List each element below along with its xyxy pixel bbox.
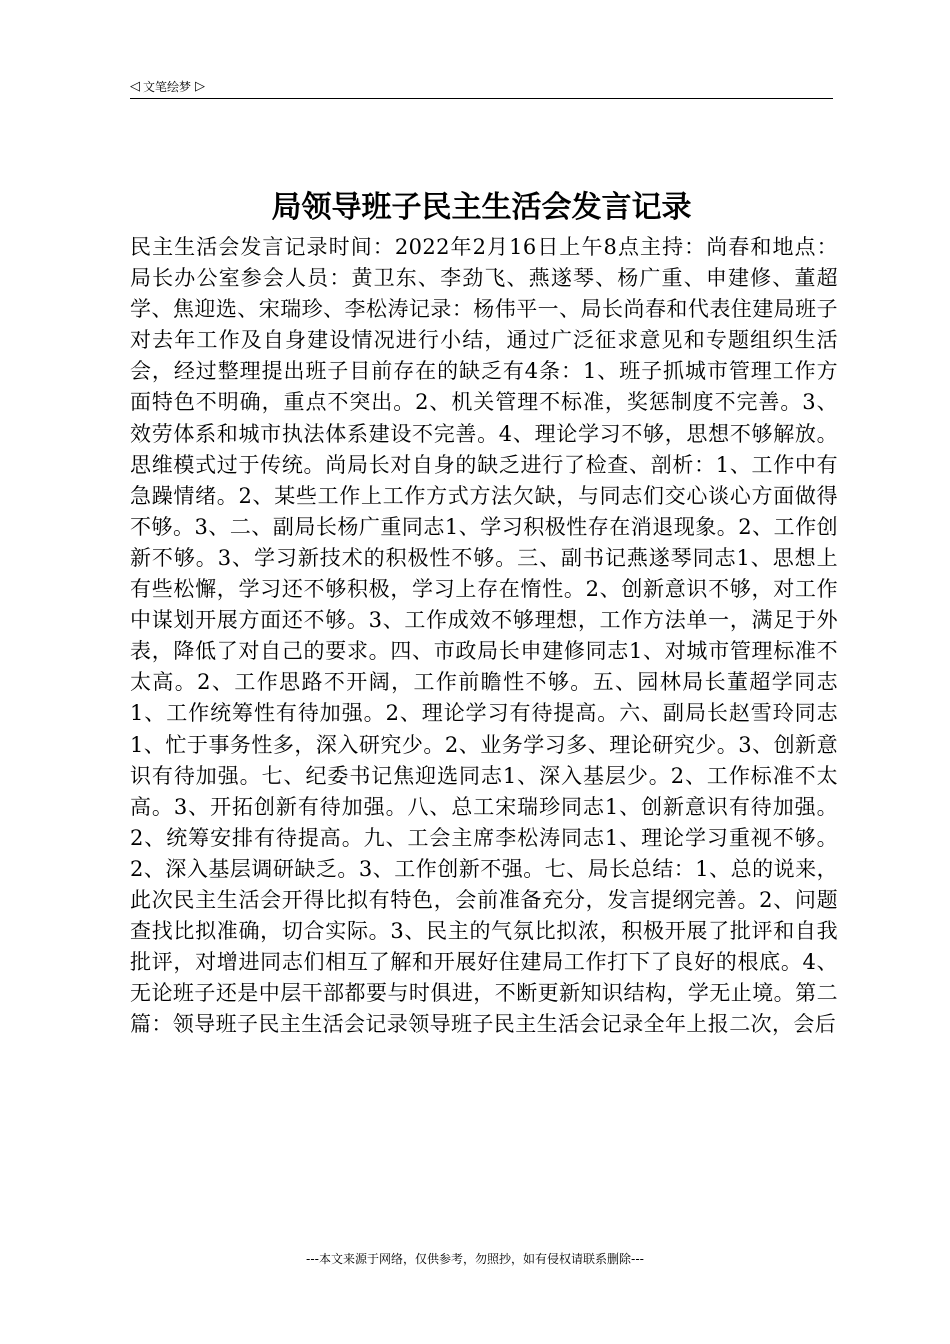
document-body: 民主生活会发言记录时间：2022年2月16日上午8点主持：尚春和地点：局长办公室参会人员：黄卫东、李劲飞、燕遂琴、杨广重、申建修、董超学、焦迎选、宋瑞珍、李松涛记录：杨伟平一、局长尚春和代表住建局班子对去年工作及自身建设情况进行小结，通过广泛征求意见和专题组织生活会，经过整理提出班子目前存在的缺乏有4条：1、班子抓城市管理工作方面特色不明确，重点不突出。2、机关管理不标准，奖惩制度不完善。3、效劳体系和城市执法体系建设不完善。4、理论学习不够，思想不够解放。思维模式过于传统。尚局长对自身的缺乏进行了检查、剖析：1、工作中有急躁情绪。2、某些工作上工作方式方法欠缺，与同志们交心谈心方面做得不够。3、二、副局长杨广重同志1、学习积极性存在消退现象。2、工作创新不够。3、学习新技术的积极性不够。三、副书记燕遂琴同志1、思想上有些松懈，学习还不够积极，学习上存在惰性。2、创新意识不够，对工作中谋划开展方面还不够。3、工作成效不够理想，工作方法单一，满足于外表，降低了对自己的要求。四、市政局长申建修同志1、对城市管理标准不太高。2、工作思路不开阔，工作前瞻性不够。五、园林局长董超学同志1、工作统筹性有待加强。2、理论学习有待提高。六、副局长赵雪玲同志1、忙于事务性多，深入研究少。2、业务学习多、理论研究少。3、创新意识有待加强。七、纪委书记焦迎选同志1、深入基层少。2、工作标准不太高。3、开拓创新有待加强。八、总工宋瑞珍同志1、创新意识有待加强。2、统筹安排有待提高。九、工会主席李松涛同志1、理论学习重视不够。2、深入基层调研缺乏。3、工作创新不强。七、局长总结：1、总的说来，此次民主生活会开得比拟有特色，会前准备充分，发言提纲完善。2、问题查找比拟准确，切合实际。3、民主的气氛比拟浓，积极开展了批评和自我批评，对增进同志们相互了解和开展好住建局工作打下了良好的根底。4、无论班子还是中层干部都要与时俱进，不断更新知识结构，学无止境。第二篇：领导班子民主生活会记录领导班子民主生活会记录全年上报二次，会后	[130, 235, 838, 1037]
right-triangle-icon: ▷	[195, 78, 206, 94]
page-header	[130, 74, 833, 99]
page-footer-disclaimer: ---本文来源于网络，仅供参考，勿照抄，如有侵权请联系删除---	[306, 1252, 644, 1266]
left-triangle-icon: ◁	[130, 78, 140, 94]
document-title: 局领导班子民主生活会发言记录	[271, 190, 692, 225]
header-brand: 文笔绘梦	[143, 79, 192, 94]
